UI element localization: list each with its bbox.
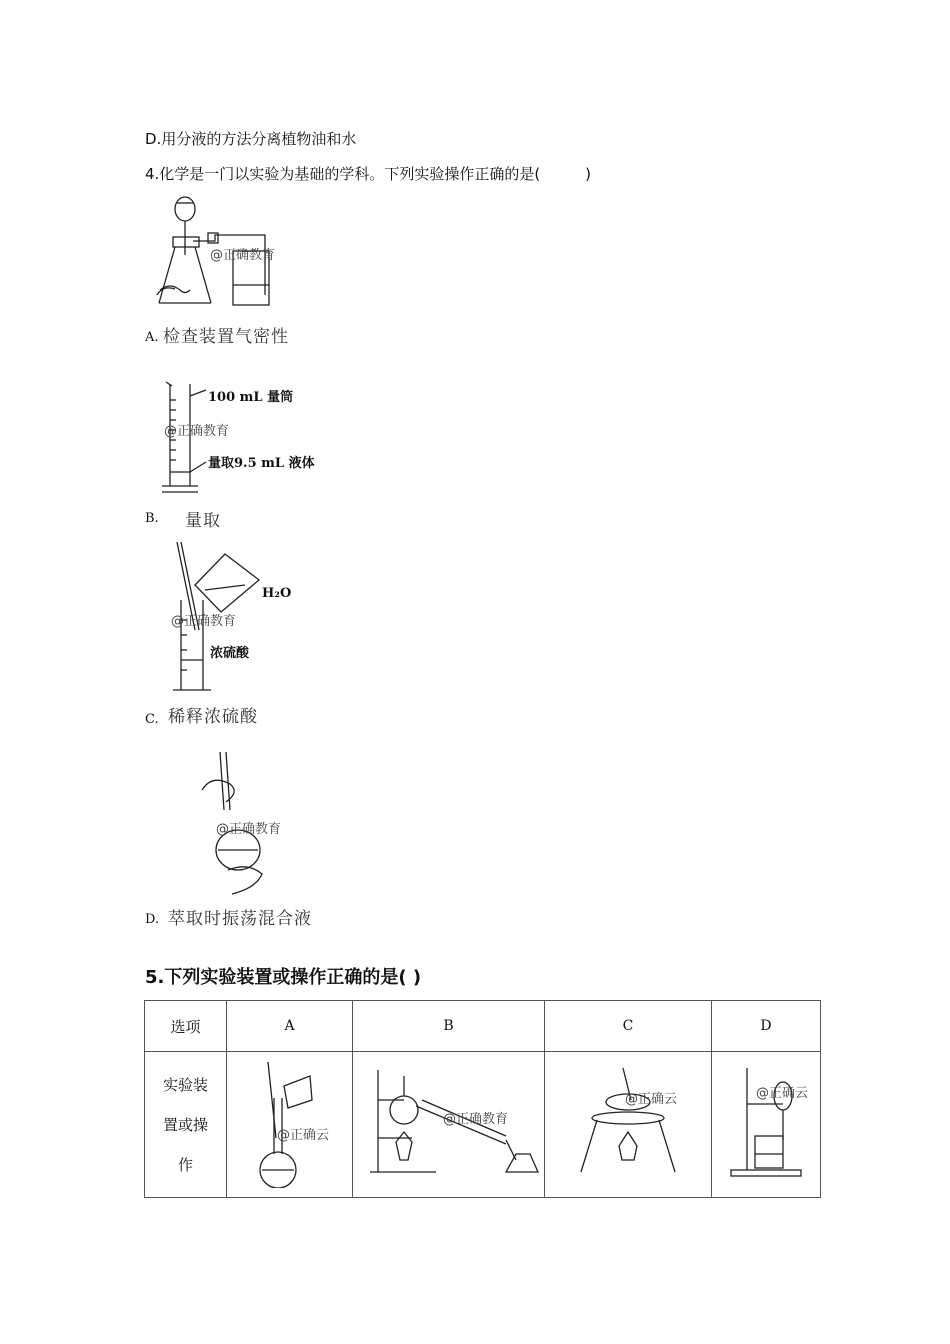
- label-water: H₂O: [262, 586, 292, 601]
- q4-option-d-letter: D.: [145, 912, 160, 927]
- header-option: 选项: [170, 1017, 201, 1036]
- q4-option-d-caption: 萃取时振荡混合液: [168, 909, 312, 929]
- row-label-line: 置或操: [162, 1115, 208, 1134]
- label-concentrated-acid: 浓硫酸: [210, 646, 250, 661]
- label-measure-volume: 量取9.5 mL 液体: [208, 456, 315, 471]
- watermark: @正确教育: [164, 424, 230, 439]
- watermark: @正确云: [756, 1086, 809, 1101]
- cell-figure-d: [712, 1052, 821, 1198]
- row-label-cell: [145, 1052, 227, 1198]
- figure-separatory-funnel-stand: [721, 1060, 811, 1185]
- watermark: @正确教育: [171, 614, 237, 629]
- figure-evaporating-dish-tripod: [573, 1060, 683, 1185]
- table-header-cell: [353, 1001, 545, 1052]
- q3-option-d: D.用分液的方法分离植物油和水: [145, 130, 357, 148]
- watermark: @正确教育: [210, 248, 276, 263]
- cell-figure-b: [353, 1052, 545, 1198]
- watermark: @正确教育: [443, 1112, 509, 1127]
- q4-option-c-caption: 稀释浓硫酸: [168, 707, 258, 727]
- q4-option-a-caption: 检查装置气密性: [163, 327, 289, 347]
- q4-stem: 4.化学是一门以实验为基础的学科。下列实验操作正确的是( ): [145, 165, 592, 183]
- figure-graduated-cylinder: [158, 380, 208, 500]
- watermark: @正确云: [625, 1092, 678, 1107]
- cell-figure-c: [545, 1052, 712, 1198]
- label-cylinder-size: 100 mL 量筒: [208, 390, 294, 405]
- table-header-cell: [545, 1001, 712, 1052]
- row-label-line: 实验装: [162, 1075, 208, 1094]
- watermark: @正确教育: [216, 822, 282, 837]
- table-header-cell: [145, 1001, 227, 1052]
- header-b: B: [443, 1018, 454, 1034]
- q4-option-b-caption: 量取: [185, 511, 221, 531]
- q4-option-c-letter: C.: [145, 712, 159, 727]
- row-label-line: 作: [177, 1155, 193, 1174]
- cell-figure-a: [227, 1052, 353, 1198]
- header-a: A: [284, 1018, 295, 1034]
- q4-option-b-letter: B.: [145, 511, 159, 526]
- q5-stem: 5.下列实验装置或操作正确的是( ): [145, 967, 422, 988]
- q5-table: [144, 1000, 821, 1198]
- q4-option-a-letter: A.: [145, 330, 159, 345]
- header-c: C: [622, 1018, 634, 1034]
- figure-volumetric-flask: [240, 1058, 340, 1188]
- table-header-cell: [227, 1001, 353, 1052]
- header-d: D: [760, 1018, 772, 1034]
- watermark: @正确云: [277, 1128, 330, 1143]
- table-header-cell: [712, 1001, 821, 1052]
